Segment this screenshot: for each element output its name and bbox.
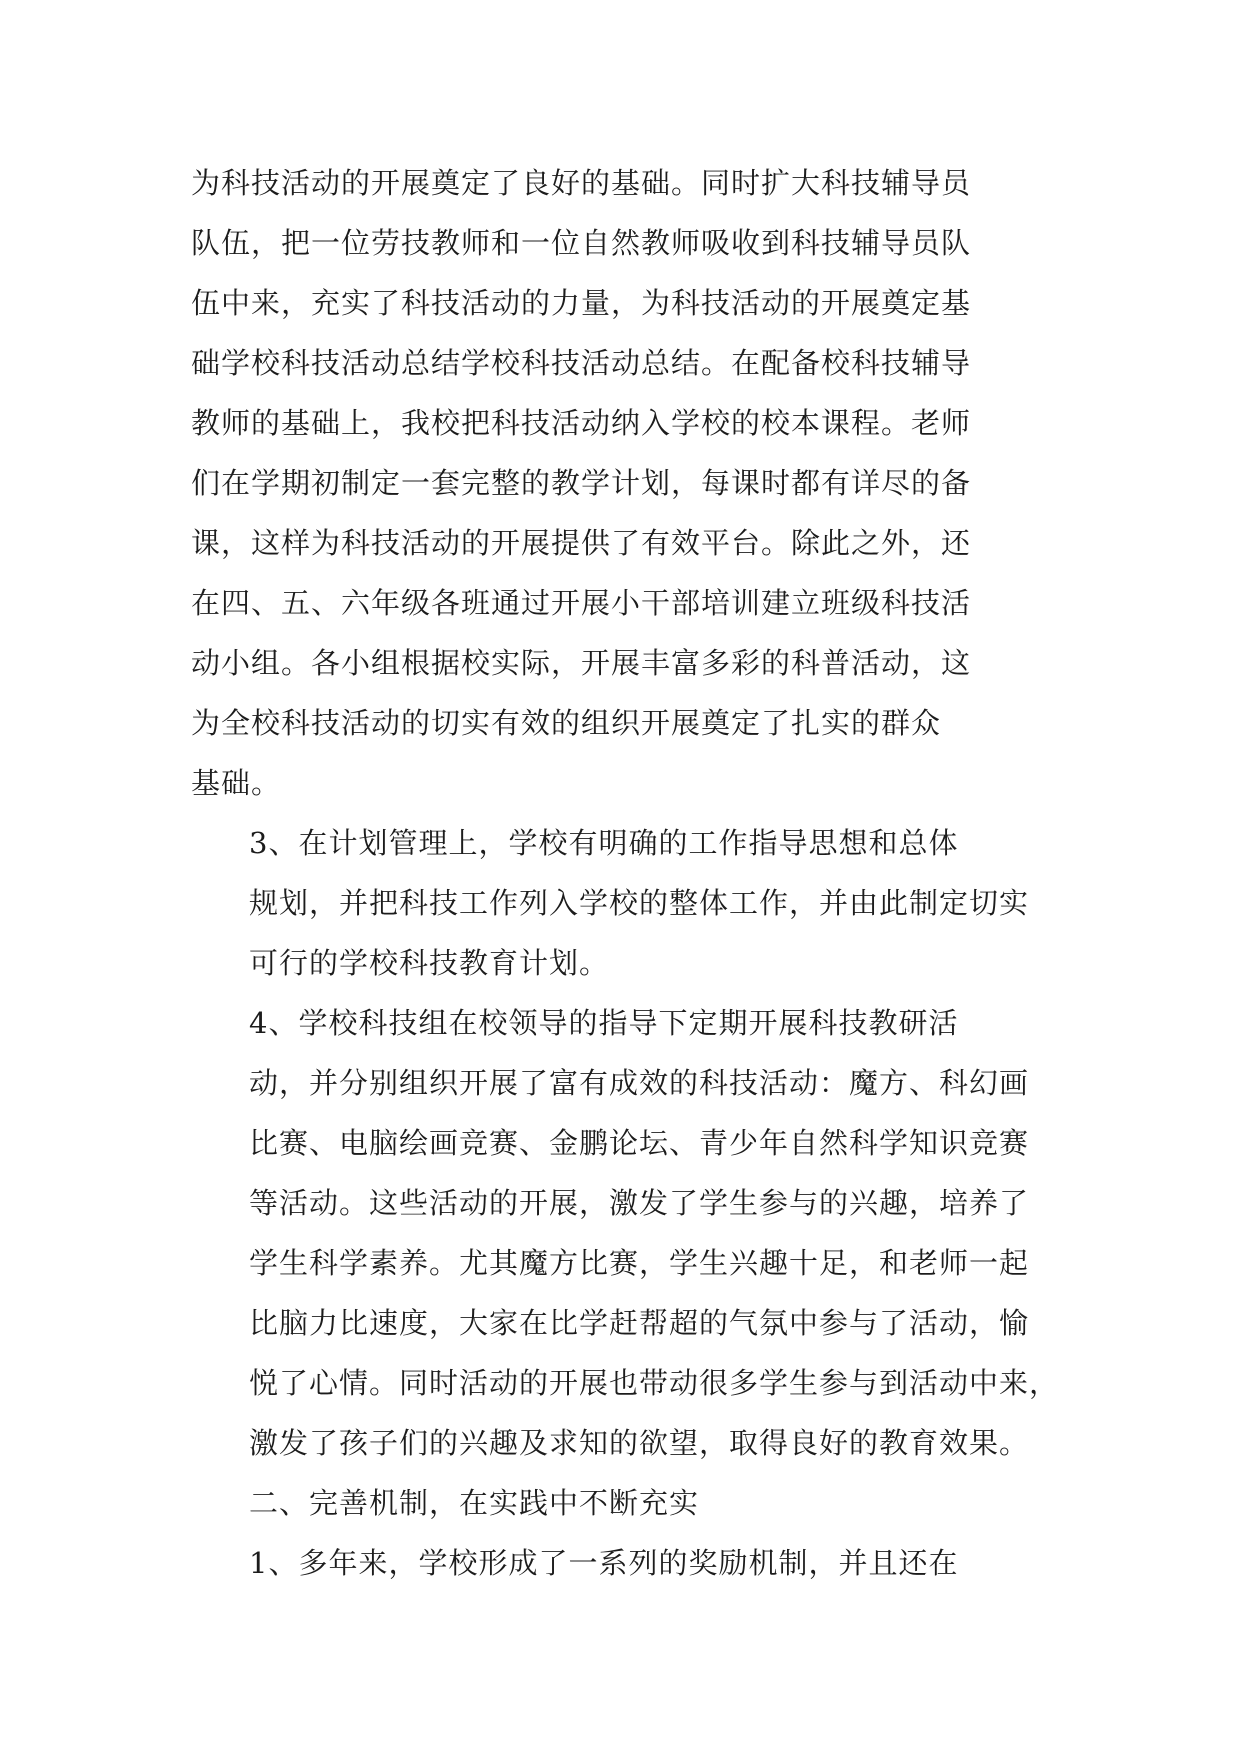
text-line: 为科技活动的开展奠定了良好的基础。同时扩大科技辅导员	[191, 166, 972, 200]
text-line: 伍中来，充实了科技活动的力量，为科技活动的开展奠定基	[191, 286, 972, 320]
text-line: 动，并分别组织开展了富有成效的科技活动：魔方、科幻画	[249, 1066, 1030, 1100]
text-line: 队伍，把一位劳技教师和一位自然教师吸收到科技辅导员队	[191, 226, 972, 260]
document-paragraph	[191, 813, 1051, 993]
text-line: 学生科学素养。尤其魔方比赛，学生兴趣十足，和老师一起	[249, 1246, 1030, 1280]
document-body	[191, 153, 1060, 1593]
text-line: 可行的学校科技教育计划。	[249, 946, 610, 980]
text-line: 激发了孩子们的兴趣及求知的欲望，取得良好的教育效果。	[249, 1426, 1030, 1460]
text-line: 比赛、电脑绘画竞赛、金鹏论坛、青少年自然科学知识竞赛	[249, 1126, 1030, 1160]
document-paragraph	[191, 993, 1060, 1473]
text-line: 4、学校科技组在校领导的指导下定期开展科技教研活	[249, 1006, 959, 1040]
document-paragraph	[191, 1473, 1051, 1533]
text-line: 教师的基础上，我校把科技活动纳入学校的校本课程。老师	[191, 406, 972, 440]
text-line: 为全校科技活动的切实有效的组织开展奠定了扎实的群众	[191, 706, 942, 740]
text-line: 基础。	[191, 766, 282, 800]
text-line: 在四、五、六年级各班通过开展小干部培训建立班级科技活	[191, 586, 972, 620]
text-line: 课，这样为科技活动的开展提供了有效平台。除此之外，还	[191, 526, 972, 560]
text-line: 们在学期初制定一套完整的教学计划，每课时都有详尽的备	[191, 466, 972, 500]
text-line: 1、多年来，学校形成了一系列的奖励机制，并且还在	[249, 1546, 959, 1580]
text-line: 3、在计划管理上，学校有明确的工作指导思想和总体	[249, 826, 959, 860]
text-line: 二、完善机制，在实践中不断充实	[249, 1486, 700, 1520]
text-line: 规划，并把科技工作列入学校的整体工作，并由此制定切实	[249, 886, 1030, 920]
text-line: 础学校科技活动总结学校科技活动总结。在配备校科技辅导	[191, 346, 972, 380]
text-line: 比脑力比速度，大家在比学赶帮超的气氛中参与了活动，愉	[249, 1306, 1030, 1340]
text-line: 等活动。这些活动的开展，激发了学生参与的兴趣，培养了	[249, 1186, 1030, 1220]
text-line: 悦了心情。同时活动的开展也带动很多学生参与到活动中来，	[249, 1366, 1060, 1400]
document-paragraph	[191, 1533, 1051, 1593]
document-paragraph	[191, 153, 1051, 813]
text-line: 动小组。各小组根据校实际，开展丰富多彩的科普活动，这	[191, 646, 972, 680]
